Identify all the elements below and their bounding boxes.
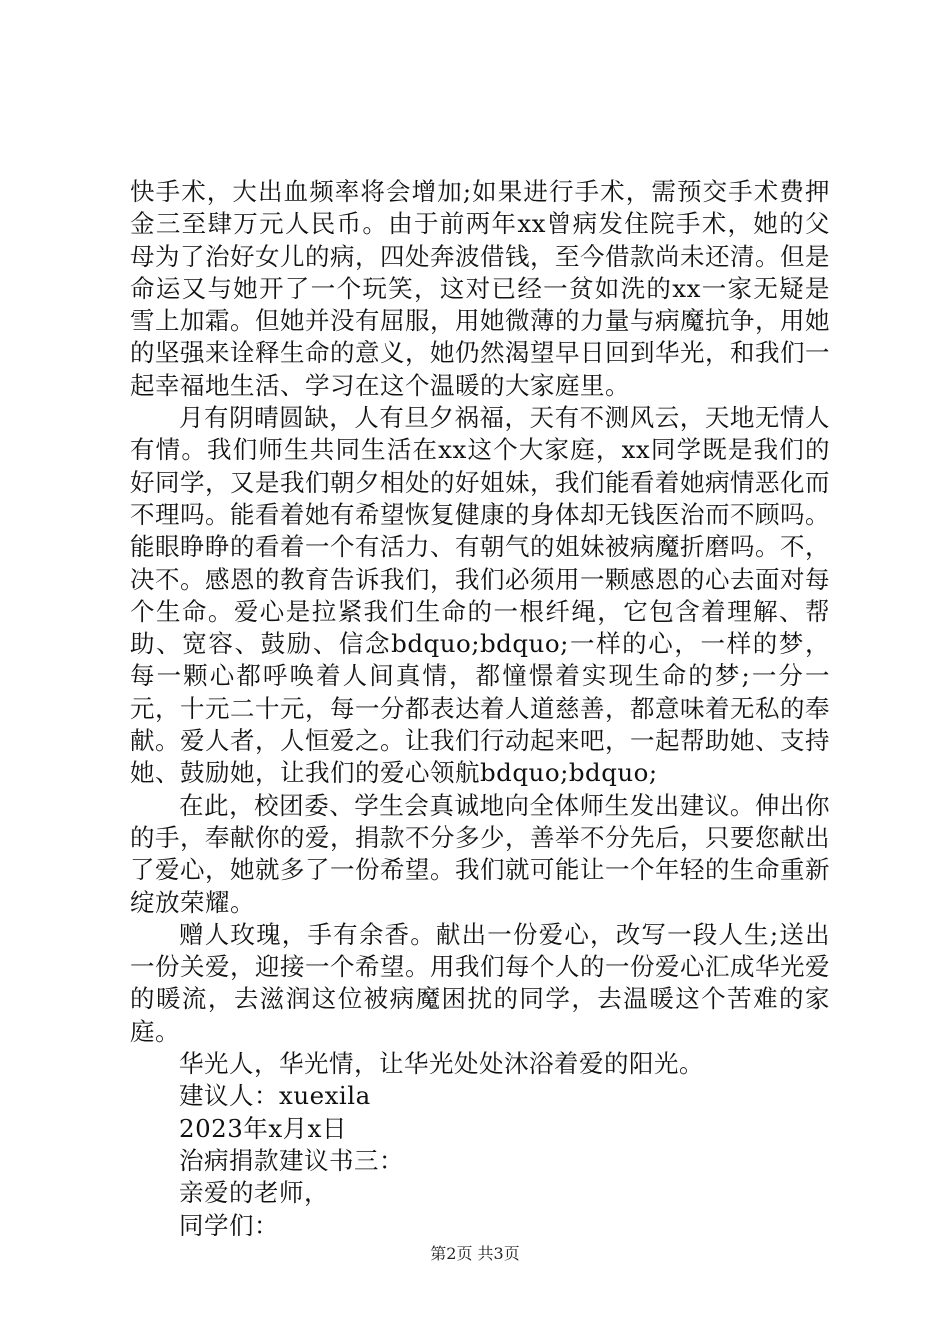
proposer-line: 建议人：xuexila	[179, 1081, 371, 1111]
paragraph-continued: 快手术，大出血频率将会增加;如果进行手术，需预交手术费押金三至肆万元人民币。由于前两年xx曾病发住院手术，她的父母为了治好女儿的病，四处奔波借钱，至今借款尚未还清。但是命运又与她开了一个玩笑，这对已经一贫如洗的xx一家无疑是雪上加霜。但她并没有屈服，用她微薄的力量与病魔抗争，用她的坚强来诠释生命的意义，她仍然渴望早日回到华光，和我们一起幸福地生活、学习在这个温暖的大家庭里。	[130, 177, 830, 400]
paragraph-proposal: 在此，校团委、学生会真诚地向全体师生发出建议。伸出你的手，奉献你的爱，捐款不分多少，善举不分先后，只要您献出了爱心，她就多了一份希望。我们就可能让一个年轻的生命重新绽放荣耀。	[130, 790, 830, 917]
paragraph-closing: 赠人玫瑰，手有余香。献出一份爱心，改写一段人生;送出一份关爱，迎接一个希望。用我们每个人的一份爱心汇成华光爱的暖流，去滋润这位被病魔困扰的同学，去温暖这个苦难的家庭。	[130, 919, 830, 1046]
section-title: 治病捐款建议书三：	[179, 1145, 404, 1175]
salutation-students: 同学们：	[179, 1210, 279, 1240]
document-body	[130, 176, 830, 1242]
slogan-line: 华光人，华光情，让华光处处沐浴着爱的阳光。	[179, 1049, 704, 1079]
page-number-footer: 第2页 共3页	[430, 1244, 520, 1263]
salutation-teachers: 亲爱的老师，	[179, 1178, 329, 1208]
paragraph-appeal: 月有阴晴圆缺，人有旦夕祸福，天有不测风云，天地无情人有情。我们师生共同生活在xx这个大家庭，xx同学既是我们的好同学，又是我们朝夕相处的好姐妹，我们能看着她病情恶化而不理吗。能看着她有希望恢复健康的身体却无钱医治而不顾吗。能眼睁睁的看着一个有活力、有朝气的姐妹被病魔折磨吗。不，决不。感恩的教育告诉我们，我们必须用一颗感恩的心去面对每个生命。爱心是拉紧我们生命的一根纤绳，它包含着理解、帮助、宽容、鼓励、信念bdquo;bdquo;一样的心，一样的梦，每一颗心都呼唤着人间真情，都憧憬着实现生命的梦;一分一元，十元二十元，每一分都表达着人道慈善，都意味着无私的奉献。爱人者，人恒爱之。让我们行动起来吧，一起帮助她、支持她、鼓励她，让我们的爱心领航bdquo;bdquo;	[130, 403, 830, 788]
date-line: 2023年x月x日	[179, 1113, 347, 1143]
